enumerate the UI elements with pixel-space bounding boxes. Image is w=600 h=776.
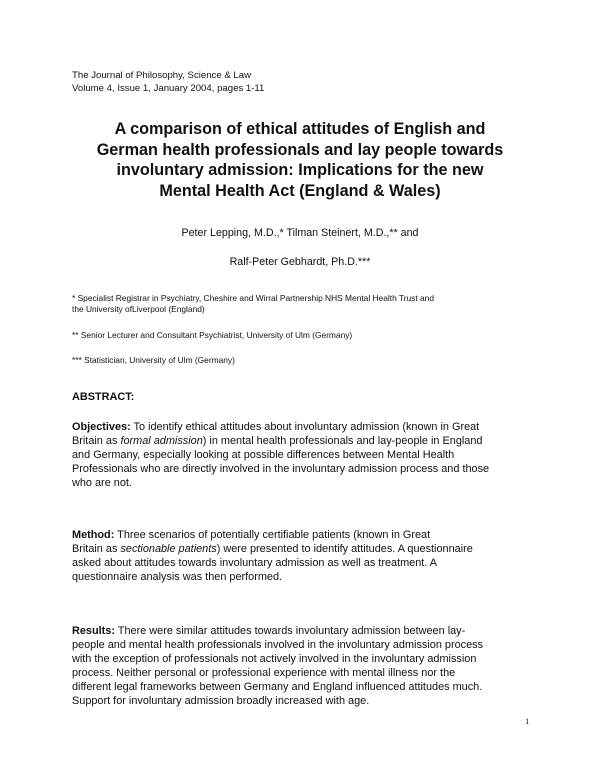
results-paragraph	[72, 624, 532, 709]
authors-line-2: Ralf-Peter Gebhardt, Ph.D.***	[229, 256, 371, 268]
title-line: German health professionals and lay people towards	[96, 140, 504, 159]
affiliation-3: *** Statistician, University of Ulm (Germany)	[72, 355, 235, 365]
journal-volume: Volume 4, Issue 1, January 2004, pages 1-11	[72, 82, 265, 94]
paragraph-text: Three scenarios of potentially certifiable patients (known in Great	[114, 529, 431, 541]
paragraph-text: Professionals who are directly involved in the involuntary admission process and those	[72, 463, 490, 476]
abstract-heading: ABSTRACT:	[72, 391, 135, 403]
title-line: A comparison of ethical attitudes of English and	[114, 120, 486, 138]
method-label: Method:	[72, 529, 115, 541]
title-line: involuntary admission: Implications for the new	[116, 161, 484, 180]
affiliation-1	[72, 293, 542, 315]
paragraph-text: asked about attitudes towards involuntary admission as well as treatment. A	[72, 557, 438, 570]
affiliation-line: * Specialist Registrar in Psychiatry, Cheshire and Wirral Partnership NHS Mental Health Trust and	[72, 293, 434, 303]
paragraph-text: To identify ethical attitudes about involuntary admission (known in Great	[130, 421, 480, 433]
emphasis-text: sectionable patients	[120, 543, 217, 556]
paragraph-text: with the exception of professionals not actively involved in the involuntary admission	[72, 653, 477, 666]
paragraph-text: ) were presented to identify attitudes. A questionnaire	[216, 543, 473, 556]
affiliation-line: the University ofLiverpool (England)	[72, 304, 205, 314]
results-label: Results:	[72, 625, 115, 637]
emphasis-text: formal admission	[120, 435, 203, 448]
page-number: 1	[525, 716, 530, 726]
paragraph-text: Britain as	[72, 543, 121, 556]
paragraph-text: people and mental health professionals involved in the involuntary admission process	[72, 639, 484, 652]
paragraph-text: Britain as	[72, 435, 121, 448]
paper-title	[60, 119, 540, 201]
paragraph-text: ) in mental health professionals and lay-people in England	[202, 435, 483, 448]
paragraph-text: different legal frameworks between Germany and England influenced attitudes much.	[72, 681, 483, 694]
journal-citation	[72, 70, 264, 95]
paragraph-text: questionnaire analysis was then performed.	[72, 571, 283, 584]
author-list	[60, 226, 540, 269]
objectives-paragraph	[72, 420, 532, 490]
affiliation-2: ** Senior Lecturer and Consultant Psychiatrist, University of Ulm (Germany)	[72, 330, 353, 340]
method-paragraph	[72, 528, 532, 584]
paragraph-text: and Germany, especially looking at possible differences between Mental Health	[72, 449, 455, 462]
journal-name: The Journal of Philosophy, Science & Law	[72, 70, 252, 81]
paragraph-text: There were similar attitudes towards involuntary admission between lay-	[114, 625, 466, 637]
authors-line-1: Peter Lepping, M.D.,* Tilman Steinert, M.D.,** and	[181, 227, 419, 239]
objectives-label: Objectives:	[72, 421, 131, 433]
paragraph-text: process. Neither personal or professional experience with mental illness nor the	[72, 667, 456, 680]
paragraph-text: who are not.	[72, 477, 132, 490]
title-line: Mental Health Act (England & Wales)	[159, 181, 441, 200]
paragraph-text: Support for involuntary admission broadly increased with age.	[72, 695, 370, 708]
